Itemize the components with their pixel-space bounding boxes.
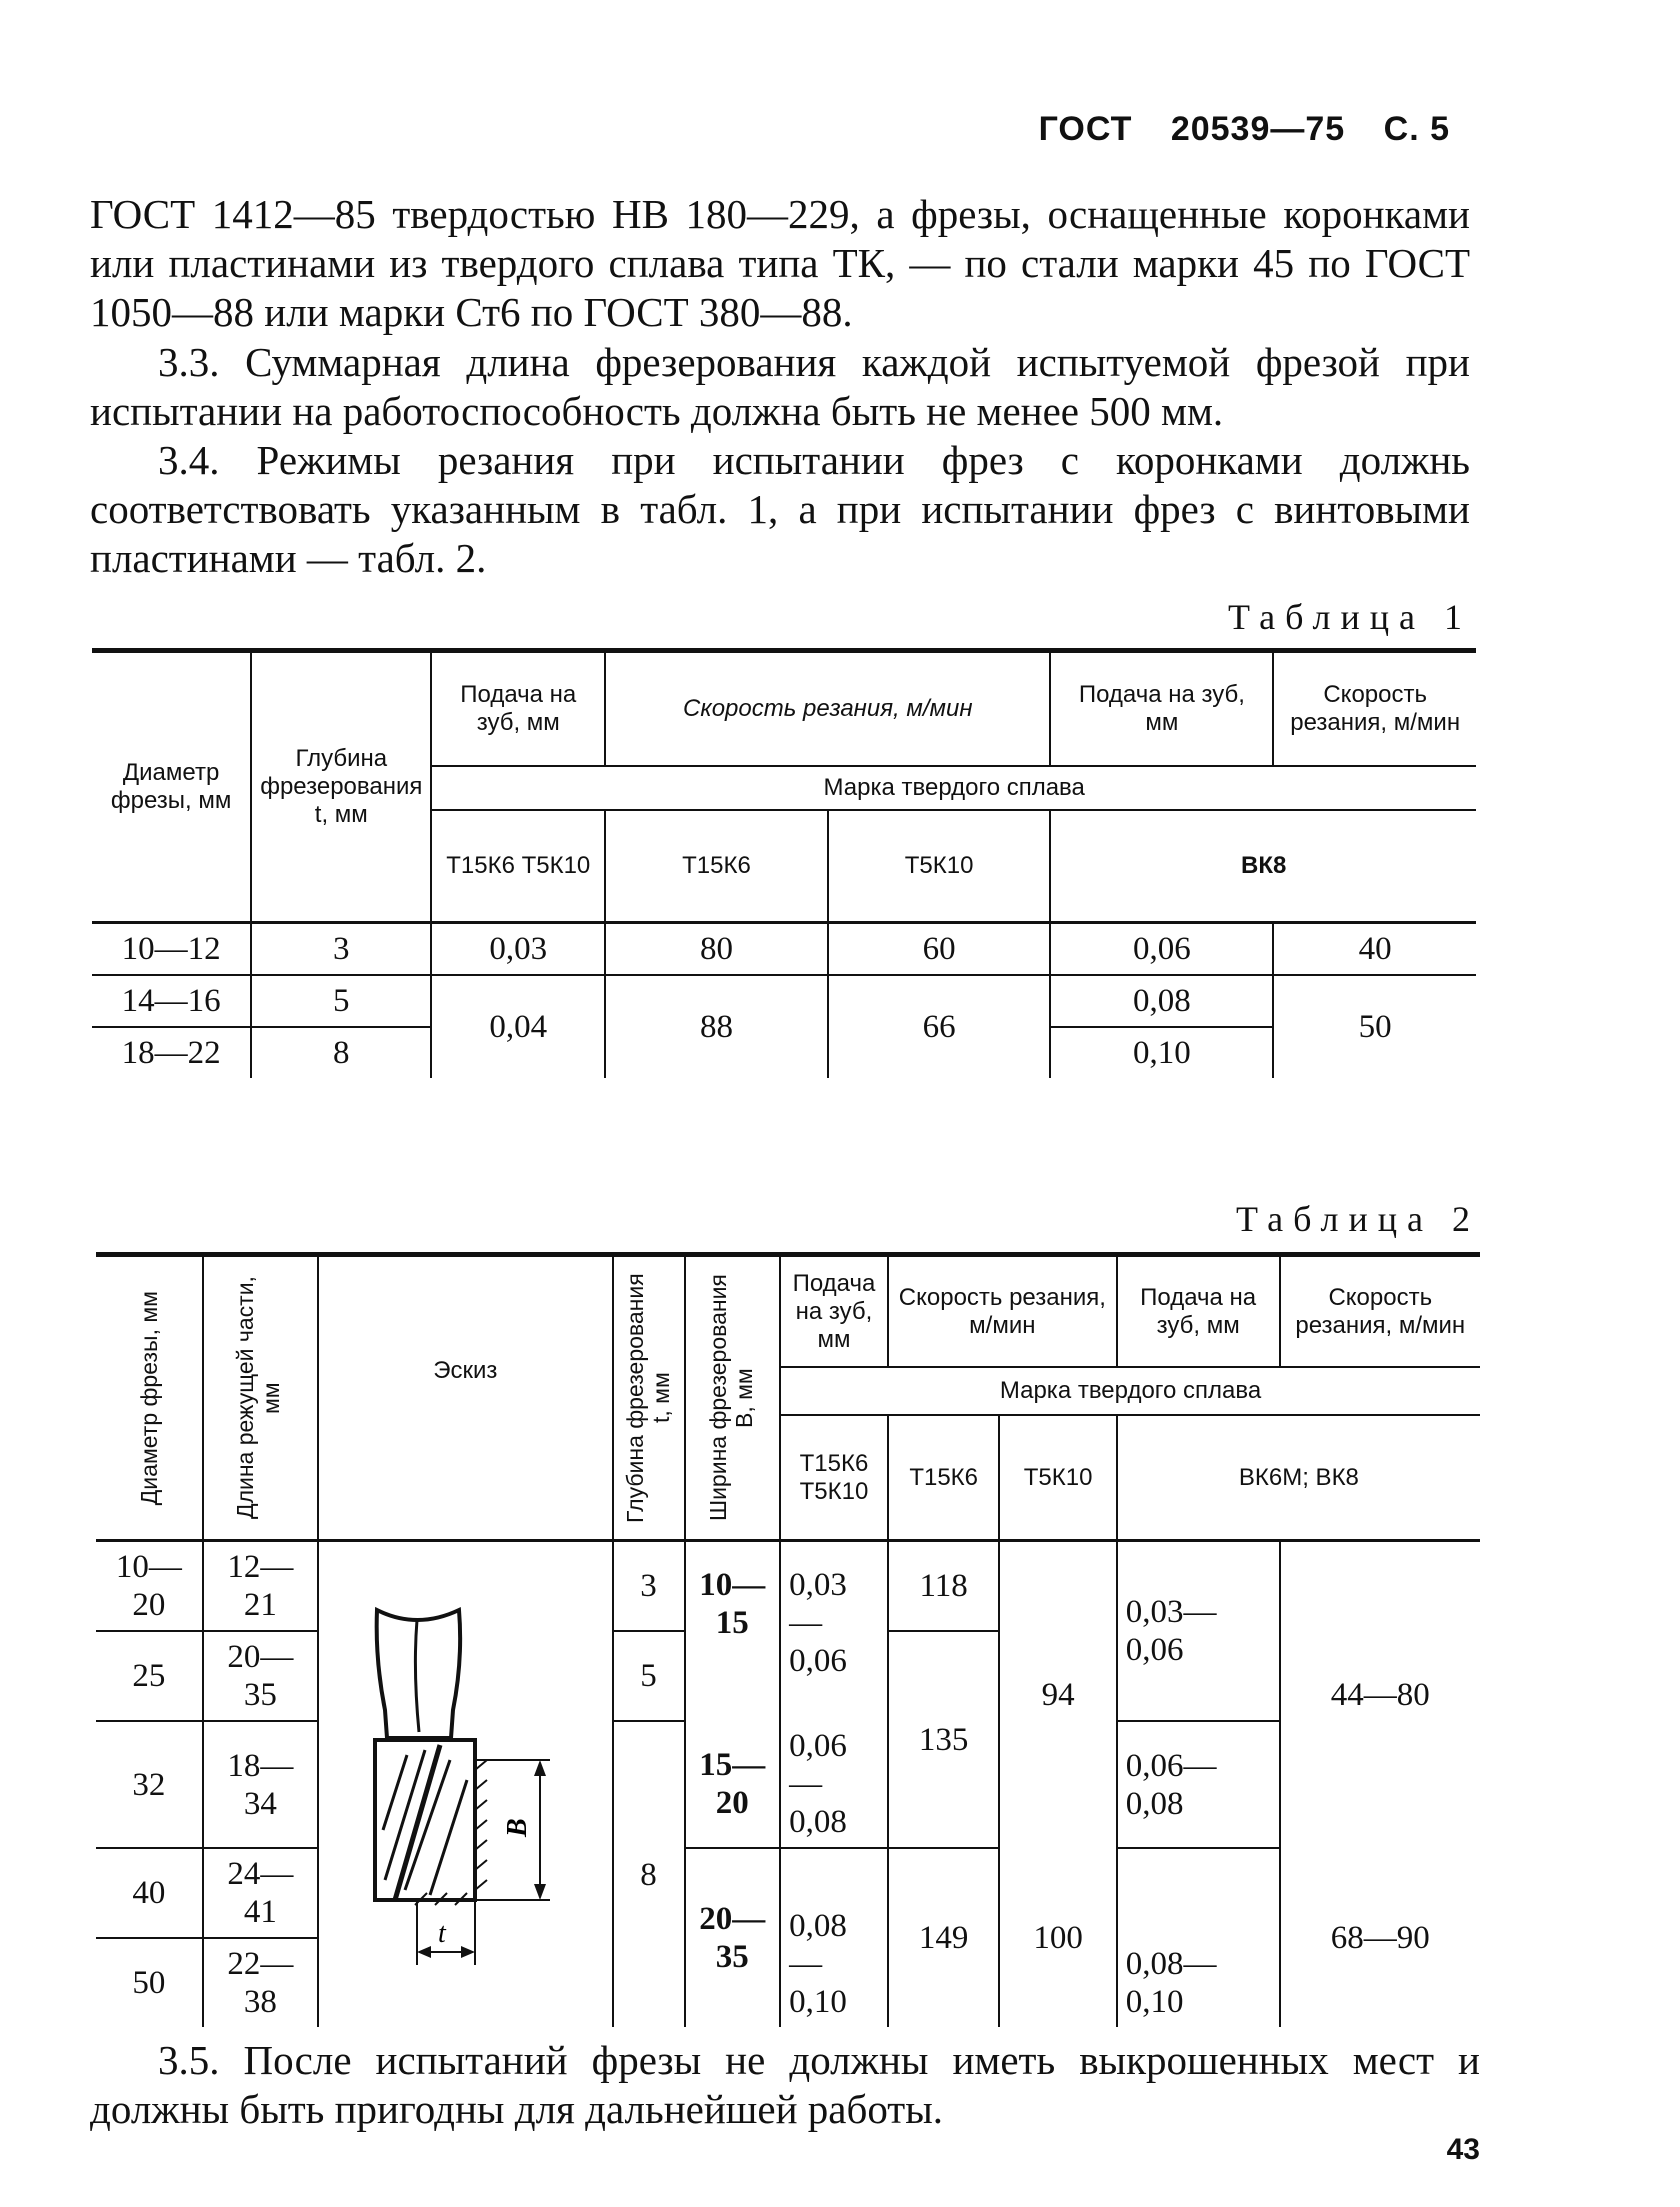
t1-header-speed2: Скорость резания, м/мин — [1273, 651, 1476, 767]
sketch-b-label: B — [502, 1817, 534, 1837]
paragraph-3-5: 3.5. После испытаний фрезы не должны иметь выкрошенных мест и должны быть пригодны для дальнейшей работы. — [90, 2037, 1480, 2132]
t2-depth-2: 5 — [613, 1631, 685, 1721]
sketch-body — [375, 1740, 475, 1900]
header-standard: ГОСТ — [1038, 110, 1133, 148]
t1-row1-speed-t5k10: 60 — [828, 923, 1051, 976]
t2-t5k10-2: 100 — [999, 1848, 1116, 2027]
table2-caption: Таблица 2 — [1236, 1199, 1480, 1239]
t2-row1-length: 12—21 — [203, 1541, 318, 1632]
t1-row1-feed2: 0,06 — [1050, 923, 1273, 976]
table1-caption: Таблица 1 — [1228, 597, 1472, 637]
t1-row23-feed: 0,04 — [431, 975, 605, 1078]
t1-header-speed: Скорость резания, м/мин — [605, 651, 1050, 767]
t2-header-grade: Марка твердого сплава — [780, 1367, 1480, 1415]
t2-header-speed: Скорость резания, м/мин — [888, 1255, 1117, 1368]
t2-speed-vk-2: 68—90 — [1280, 1848, 1480, 2027]
t2-header-width-text: Ширина фрезерования B, мм — [705, 1274, 758, 1522]
header-number: 20539—75 — [1170, 110, 1346, 148]
t1-header-feed: Подача на зуб, мм — [431, 651, 605, 767]
paragraph-3-3: 3.3. Суммарная длина фрезерования каждой испытуемой фрезой при испытании на работоспособность должна быть не менее 500 мм. — [90, 339, 1470, 434]
cutter-sketch — [355, 1600, 575, 1970]
t2-feed-vk-1: 0,03—0,06 — [1117, 1541, 1280, 1722]
t1-row1-diameter: 10—12 — [92, 923, 251, 976]
t1-row3-feed2: 0,10 — [1050, 1027, 1273, 1078]
page-header — [1011, 110, 1450, 149]
paragraph-continuation: ГОСТ 1412—85 твердостью НВ 180—229, а фрезы, оснащенные коронками или пластинами из твердого сплава типа ТК, — по стали марки 45 по ГОСТ 1050—88 или марки Ст6 по ГОСТ 380—88. — [90, 191, 1470, 335]
t1-row23-speed-vk8: 50 — [1273, 975, 1476, 1078]
t1-header-feed2: Подача на зуб, мм — [1050, 651, 1273, 767]
t1-row1-speed-vk8: 40 — [1273, 923, 1476, 976]
t2-feed-2: 0,06—0,08 — [780, 1721, 888, 1848]
t2-row1-diameter: 10—20 — [96, 1541, 203, 1632]
t2-header-sketch: Эскиз — [318, 1255, 613, 1541]
t2-header-length — [203, 1255, 318, 1541]
t1-header-grade: Марка твердого сплава — [431, 766, 1476, 810]
t1-grade-4: ВК8 — [1050, 810, 1476, 923]
t2-header-diameter-text: Диаметр фрезы, мм — [135, 1290, 162, 1506]
t1-header-depth-text: Глубина фрезерования t, мм — [260, 745, 423, 828]
table-2 — [96, 1252, 1480, 2027]
t2-header-width — [685, 1255, 781, 1541]
t2-speed-vk-1: 44—80 — [1280, 1541, 1480, 1849]
t2-sketch-cell — [318, 1541, 613, 2028]
t2-feed-vk-2: 0,06—0,08 — [1117, 1721, 1280, 1848]
t2-feed-vk-3: 0,08—0,10 — [1117, 1848, 1280, 2027]
t2-row3-length: 18—34 — [203, 1721, 318, 1848]
t2-row2-diameter: 25 — [96, 1631, 203, 1721]
t1-row1-depth: 3 — [251, 923, 431, 976]
sketch-helix-1 — [383, 1750, 467, 1895]
sketch-shank-center — [416, 1620, 420, 1732]
header-page: С. 5 — [1383, 110, 1450, 148]
t1-row1-feed: 0,03 — [431, 923, 605, 976]
t2-header-speed2: Скорость резания, м/мин — [1280, 1255, 1480, 1368]
t2-width-2: 15—20 — [685, 1721, 781, 1848]
paragraph-3-4: 3.4. Режимы резания при испытании фрез с коронками должнь соответствовать указанным в табл. 1, а при испытании фрез с винтовыми пластинами — табл. 2. — [90, 437, 1470, 581]
t2-header-depth-text: Глубина фрезерования t, мм — [621, 1273, 674, 1523]
t1-row2-diameter: 14—16 — [92, 975, 251, 1027]
t1-grade-2: Т15К6 — [605, 810, 828, 923]
t2-row4-diameter: 40 — [96, 1848, 203, 1938]
t1-row1-speed-t15k6: 80 — [605, 923, 828, 976]
t2-grade-2: Т15К6 — [888, 1415, 1000, 1540]
t2-width-1: 10—15 — [685, 1541, 781, 1722]
t2-header-feed2: Подача на зуб, мм — [1117, 1255, 1280, 1368]
t2-row5-diameter: 50 — [132, 1965, 166, 2001]
t2-row3-diameter: 32 — [96, 1721, 203, 1848]
t2-t15k6-1: 118 — [888, 1541, 1000, 1632]
t1-grade-1: Т15К6 Т5К10 — [431, 810, 605, 923]
t2-t15k6-2: 135 — [888, 1631, 1000, 1848]
t2-grade-3: Т5К10 — [999, 1415, 1116, 1540]
t2-t5k10-1: 94 — [999, 1541, 1116, 1849]
t2-width-3: 20—35 — [685, 1848, 781, 2027]
t2-header-feed: Подача на зуб, мм — [780, 1255, 888, 1368]
t1-header-diameter: Диаметр фрезы, мм — [92, 651, 251, 923]
t1-row23-speed-t5k10: 66 — [828, 975, 1051, 1078]
t2-feed-1: 0,03—0,06 — [780, 1541, 888, 1722]
t2-feed-3: 0,08—0,10 — [780, 1848, 888, 2027]
t2-row4-length: 24—41 — [203, 1848, 318, 1938]
t2-t15k6-3: 149 — [888, 1848, 1000, 2027]
t2-header-length-text: Длина режущей части, мм — [232, 1276, 285, 1520]
t2-depth-1: 3 — [613, 1541, 685, 1632]
t1-row2-feed2: 0,08 — [1050, 975, 1273, 1027]
t2-header-depth — [613, 1255, 685, 1541]
t2-header-diameter — [96, 1255, 203, 1541]
t2-row5-length: 22—38 — [203, 1938, 318, 2027]
t2-grade-4: ВК6М; ВК8 — [1117, 1415, 1480, 1540]
t2-depth-3: 8 — [613, 1721, 685, 2027]
t1-row3-diameter: 18—22 — [121, 1035, 221, 1071]
sketch-t-label: t — [438, 1917, 447, 1949]
t1-row3-depth: 8 — [251, 1027, 431, 1078]
page-number: 43 — [1446, 2133, 1480, 2166]
t2-grade-1: Т15К6 Т5К10 — [780, 1415, 888, 1540]
t2-row2-length: 20—35 — [203, 1631, 318, 1721]
t1-header-depth — [251, 651, 431, 923]
table-1 — [92, 648, 1476, 1078]
t1-row2-depth: 5 — [251, 975, 431, 1027]
t1-grade-3: Т5К10 — [828, 810, 1051, 923]
t1-row23-speed-t15k6: 88 — [605, 975, 828, 1078]
